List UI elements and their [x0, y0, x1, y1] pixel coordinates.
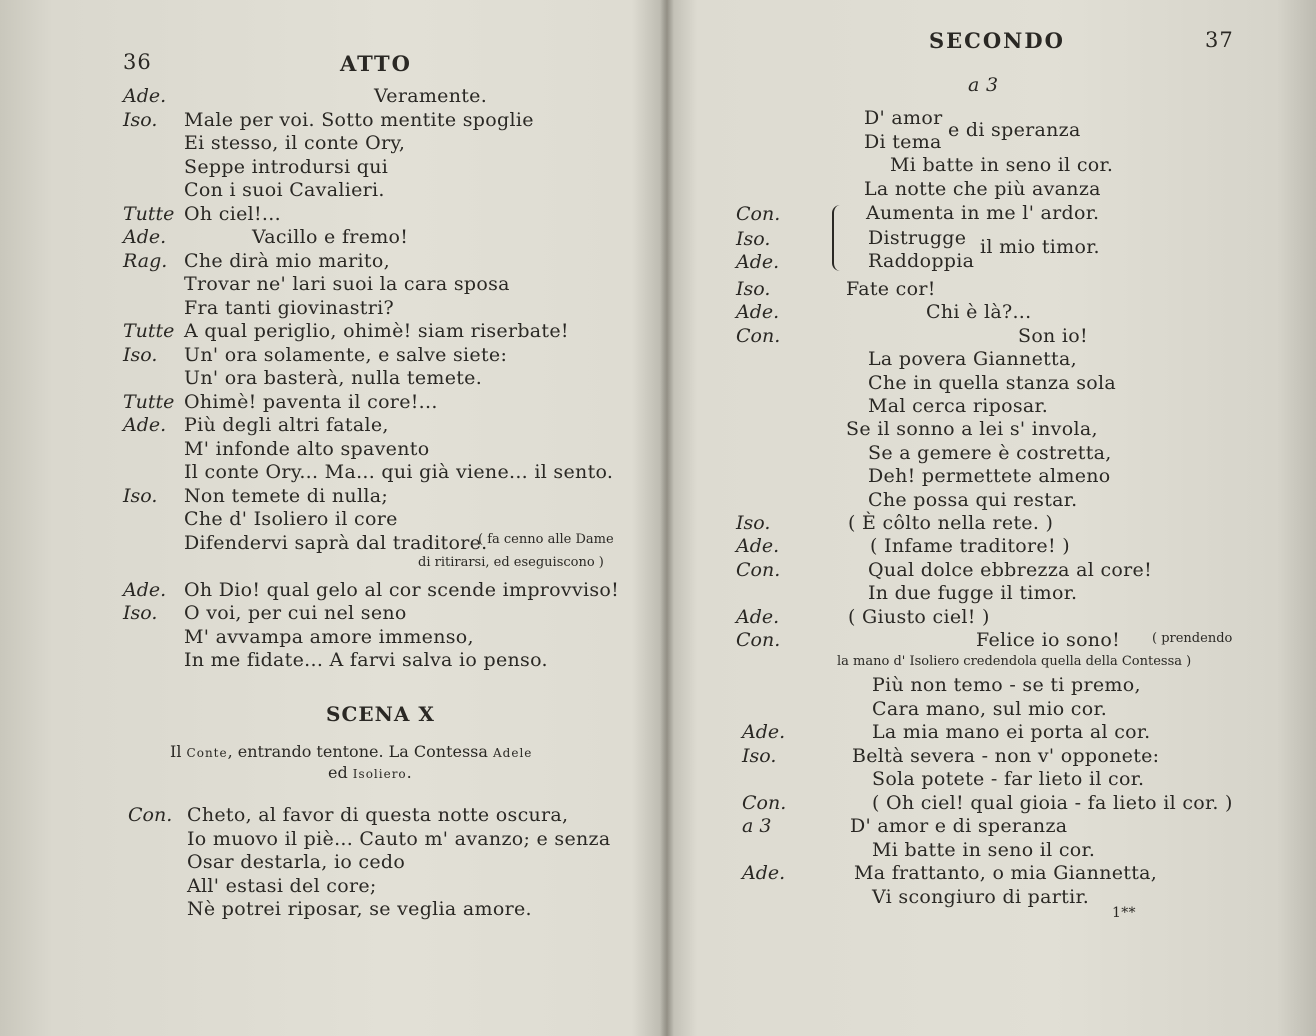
verse-line: Qual dolce ebbrezza al core! — [868, 558, 1153, 581]
verse-line: All' estasi del core; — [187, 874, 377, 897]
running-head-right: SECONDO — [929, 28, 1065, 53]
speaker-label: Rag. — [123, 249, 168, 272]
verse-line: Io muovo il piè... Cauto m' avanzo; e senza — [187, 827, 611, 850]
speaker-label: Con. — [736, 324, 781, 347]
verse-line: Nè potrei riposar, se veglia amore. — [187, 898, 532, 920]
speaker-label: Iso. — [123, 484, 158, 507]
verse-line: Son io! — [1018, 324, 1088, 347]
speaker-label: Iso. — [736, 278, 771, 300]
speaker-label: Iso. — [736, 512, 771, 534]
verse-line: il mio timor. — [980, 236, 1100, 258]
verse-line: Più non temo - se ti premo, — [872, 674, 1141, 696]
verse-line: ( Giusto ciel! ) — [848, 605, 990, 628]
verse-line: Oh ciel!... — [184, 202, 281, 225]
verse-line: D' amor — [864, 107, 943, 129]
scene-text: . — [406, 763, 412, 782]
printer-signature: 1** — [1112, 905, 1136, 921]
stage-direction: ( fa cenno alle Dame — [478, 532, 614, 547]
verse-line: Più degli altri fatale, — [184, 414, 389, 436]
stage-direction: di ritirarsi, ed eseguiscono ) — [418, 555, 604, 570]
verse-line: Distrugge — [868, 227, 967, 249]
right-page — [672, 0, 1316, 1036]
verse-line: La povera Giannetta, — [868, 348, 1077, 371]
verse-line: ( Infame traditore! ) — [870, 535, 1070, 558]
stage-direction: la mano d' Isoliero credendola quella della Contessa ) — [837, 654, 1192, 669]
verse-line: Beltà severa - non v' opponete: — [852, 744, 1160, 767]
verse-line: Trovar ne' lari suoi la cara sposa — [184, 273, 510, 295]
speaker-label: Con. — [736, 629, 781, 651]
speaker-label: Ade. — [736, 301, 780, 324]
speaker-label: Con. — [736, 203, 781, 225]
verse-line: Male per voi. Sotto mentite spoglie — [184, 108, 534, 131]
speaker-label: Iso. — [123, 108, 158, 131]
verse-line: Aumenta in me l' ardor. — [866, 202, 1100, 224]
verse-line: Oh Dio! qual gelo al cor scende improvviso! — [184, 578, 620, 601]
speaker-label: Con. — [128, 804, 173, 826]
speaker-label: Tutte — [123, 202, 175, 225]
verse-line: La mia mano ei porta al cor. — [872, 721, 1151, 743]
speaker-label: Con. — [736, 558, 781, 581]
running-head-left: ATTO — [340, 51, 412, 76]
verse-line: Il conte Ory... Ma... qui già viene... il sento. — [184, 461, 614, 483]
character-name: Conte — [186, 746, 228, 760]
speaker-label: Iso. — [123, 602, 158, 624]
verse-line: Che dirà mio marito, — [184, 249, 390, 272]
verse-line: Ma frattanto, o mia Giannetta, — [854, 862, 1158, 884]
ensemble-marker: a 3 — [968, 74, 999, 96]
speaker-label: Iso. — [736, 228, 771, 250]
verse-line: Mi batte in seno il cor. — [872, 838, 1096, 861]
speaker-label: Ade. — [123, 85, 167, 107]
verse-line: Ei stesso, il conte Ory, — [184, 132, 406, 154]
character-name: Adele — [493, 746, 533, 760]
brace-bracket — [832, 205, 840, 271]
verse-line: ( Oh ciel! qual gioia - fa lieto il cor. ) — [872, 791, 1233, 814]
verse-line: O voi, per cui nel seno — [184, 602, 407, 624]
scene-text: , entrando tentone. La Contessa — [227, 742, 494, 761]
verse-line: Che d' Isoliero il core — [184, 508, 398, 530]
verse-line: M' avvampa amore immenso, — [184, 625, 474, 648]
verse-line: Chi è là?... — [926, 301, 1032, 324]
verse-line: Mi batte in seno il cor. — [890, 154, 1114, 176]
verse-line: Vacillo e fremo! — [252, 226, 409, 248]
verse-line: Seppe introdursi qui — [184, 155, 389, 178]
verse-line: Cheto, al favor di questa notte oscura, — [187, 804, 569, 826]
speaker-label: Ade. — [742, 721, 786, 743]
verse-line: Che in quella stanza sola — [868, 371, 1116, 394]
scene-text: Il — [170, 742, 187, 761]
speaker-label: a 3 — [742, 815, 772, 837]
verse-line: La notte che più avanza — [864, 178, 1101, 200]
verse-line: Veramente. — [374, 85, 488, 107]
speaker-label: Iso. — [742, 744, 777, 767]
verse-line: Sola potete - far lieto il cor. — [872, 768, 1145, 790]
scene-title: SCENA X — [326, 702, 435, 726]
page-number-left: 36 — [123, 50, 152, 74]
verse-line: Ohimè! paventa il core!... — [184, 390, 438, 413]
verse-line: e di speranza — [948, 119, 1081, 141]
verse-line: In due fugge il timor. — [868, 582, 1078, 605]
speaker-label: Ade. — [742, 862, 786, 884]
verse-line: ( È côlto nella rete. ) — [848, 512, 1054, 534]
verse-line: Fate cor! — [846, 278, 936, 300]
verse-line: Con i suoi Cavalieri. — [184, 179, 385, 201]
verse-line: Osar destarla, io cedo — [187, 851, 406, 873]
verse-line: A qual periglio, ohimè! siam riserbate! — [184, 320, 569, 342]
verse-line: Cara mano, sul mio cor. — [872, 697, 1108, 720]
verse-line: Se il sonno a lei s' invola, — [846, 418, 1098, 441]
stage-direction: ( prendendo — [1152, 631, 1233, 646]
verse-line: In me fidate... A farvi salva io penso. — [184, 649, 548, 671]
speaker-label: Ade. — [123, 226, 167, 248]
verse-line: Se a gemere è costretta, — [868, 441, 1112, 464]
verse-line: Un' ora solamente, e salve siete: — [184, 343, 508, 366]
verse-line: Difendervi saprà dal traditore. — [184, 531, 488, 554]
speaker-label: Tutte — [123, 320, 175, 342]
scene-text: ed — [328, 763, 353, 782]
speaker-label: Tutte — [123, 390, 175, 413]
verse-line: D' amor e di speranza — [850, 815, 1068, 837]
verse-line: Mal cerca riposar. — [868, 395, 1049, 417]
speaker-label: Ade. — [736, 605, 780, 628]
verse-line: Non temete di nulla; — [184, 484, 389, 507]
verse-line: Raddoppia — [868, 250, 975, 272]
speaker-label: Ade. — [736, 251, 780, 273]
speaker-label: Ade. — [123, 414, 167, 436]
page-number-right: 37 — [1205, 28, 1234, 52]
verse-line: Deh! permettete almeno — [868, 465, 1111, 488]
verse-line: Di tema — [864, 131, 942, 153]
scene-description — [170, 742, 532, 761]
verse-line: Felice io sono! — [976, 629, 1121, 651]
verse-line: Vi scongiuro di partir. — [872, 885, 1090, 908]
scene-description-2 — [328, 763, 412, 782]
verse-line: Che possa qui restar. — [868, 488, 1078, 511]
verse-line: Fra tanti giovinastri? — [184, 296, 394, 319]
verse-line: M' infonde alto spavento — [184, 437, 430, 460]
speaker-label: Ade. — [123, 578, 167, 601]
verse-line: Un' ora basterà, nulla temete. — [184, 367, 483, 389]
speaker-label: Iso. — [123, 343, 158, 366]
speaker-label: Ade. — [736, 535, 780, 558]
character-name: Isoliero — [352, 767, 407, 781]
speaker-label: Con. — [742, 791, 787, 814]
